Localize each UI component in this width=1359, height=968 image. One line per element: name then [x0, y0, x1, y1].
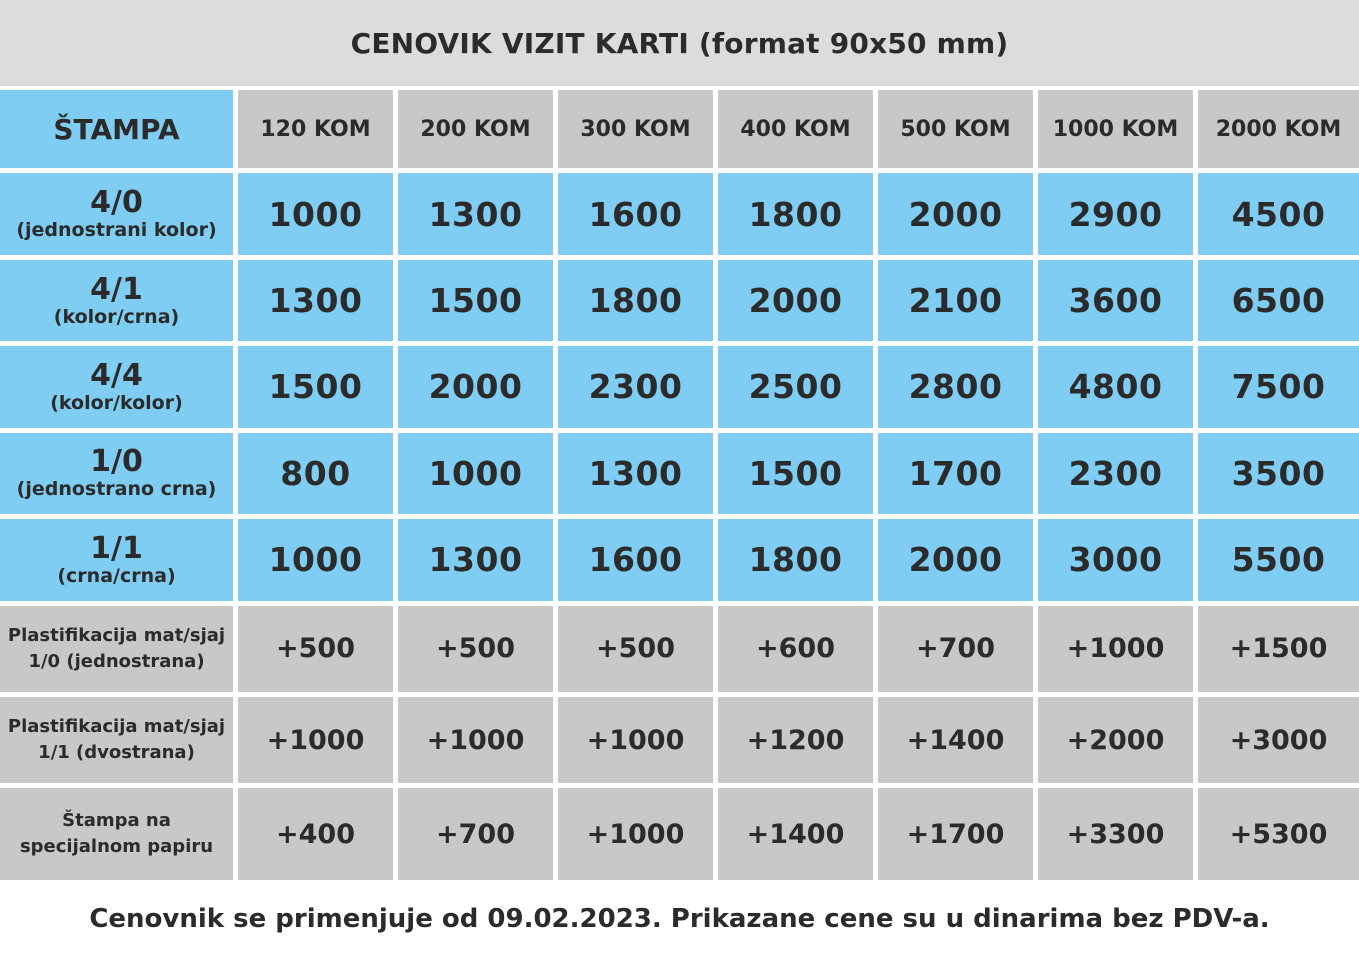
price-cell: 2300: [558, 346, 718, 432]
price-cell: 6500: [1198, 260, 1359, 346]
extra-price-cell: +1000: [1038, 606, 1198, 697]
price-row: [0, 519, 1359, 605]
extra-label-line: 1/1 (dvostrana): [38, 742, 195, 764]
price-row: [0, 346, 1359, 432]
price-cell: 1600: [558, 519, 718, 605]
extra-row: [0, 606, 1359, 697]
print-type-cell: [0, 260, 238, 346]
print-type-code: 4/4: [90, 357, 143, 393]
header-quantity: 2000 KOM: [1198, 86, 1359, 173]
print-type-code: 1/1: [90, 530, 143, 566]
price-cell: 2000: [878, 173, 1038, 259]
price-cell: 7500: [1198, 346, 1359, 432]
price-cell: 1300: [398, 173, 558, 259]
header-stampa: ŠTAMPA: [0, 86, 238, 173]
extra-row: [0, 788, 1359, 880]
extra-label-cell: [0, 697, 238, 788]
extra-price-cell: +1000: [398, 697, 558, 788]
price-cell: 1300: [558, 433, 718, 519]
print-type-cell: [0, 519, 238, 605]
price-cell: 3000: [1038, 519, 1198, 605]
price-row: [0, 173, 1359, 259]
price-cell: 1800: [558, 260, 718, 346]
extra-label-line: Plastifikacija mat/sjaj: [7, 624, 226, 646]
header-quantity: 120 KOM: [238, 86, 398, 173]
extra-price-cell: +1000: [558, 697, 718, 788]
price-cell: 1800: [718, 519, 878, 605]
extra-price-cell: +500: [398, 606, 558, 697]
price-cell: 2800: [878, 346, 1038, 432]
extra-price-cell: +1200: [718, 697, 878, 788]
extra-label-cell: [0, 606, 238, 697]
price-cell: 1600: [558, 173, 718, 259]
print-type-code: 1/0: [90, 444, 143, 480]
print-type-description: (crna/crna): [57, 564, 176, 587]
price-cell: 2000: [718, 260, 878, 346]
extra-price-cell: +1700: [878, 788, 1038, 880]
table-header-row: [0, 86, 1359, 173]
extra-price-cell: +400: [238, 788, 398, 880]
header-quantity: 200 KOM: [398, 86, 558, 173]
print-type-cell: [0, 346, 238, 432]
extra-label-cell: [0, 788, 238, 880]
print-type-code: 4/1: [90, 271, 143, 307]
price-cell: 1000: [398, 433, 558, 519]
price-cell: 1500: [718, 433, 878, 519]
extra-price-cell: +1000: [238, 697, 398, 788]
price-cell: 2000: [398, 346, 558, 432]
extra-label-line: Štampa na: [62, 810, 171, 832]
price-cell: 1000: [238, 519, 398, 605]
extra-price-cell: +2000: [1038, 697, 1198, 788]
price-cell: 2000: [878, 519, 1038, 605]
extra-label-line: Plastifikacija mat/sjaj: [7, 716, 226, 738]
extra-price-cell: +600: [718, 606, 878, 697]
extra-price-cell: +3000: [1198, 697, 1359, 788]
price-cell: 3600: [1038, 260, 1198, 346]
price-table: [0, 86, 1359, 880]
print-type-description: (kolor/kolor): [50, 391, 183, 414]
page-title: CENOVIK VIZIT KARTI (format 90x50 mm): [0, 0, 1359, 86]
extra-label-line: specijalnom papiru: [19, 836, 214, 858]
print-type-code: 4/0: [90, 185, 143, 221]
extra-price-cell: +500: [238, 606, 398, 697]
print-type-cell: [0, 173, 238, 259]
header-quantity: 400 KOM: [718, 86, 878, 173]
price-row: [0, 433, 1359, 519]
print-type-description: (jednostrano crna): [16, 478, 217, 501]
price-cell: 2900: [1038, 173, 1198, 259]
extra-price-cell: +700: [398, 788, 558, 880]
price-cell: 1000: [238, 173, 398, 259]
header-quantity: 500 KOM: [878, 86, 1038, 173]
extra-price-cell: +1400: [718, 788, 878, 880]
extra-price-cell: +700: [878, 606, 1038, 697]
price-cell: 2500: [718, 346, 878, 432]
footer-note: Cenovnik se primenjuje od 09.02.2023. Prikazane cene su u dinarima bez PDV-a.: [89, 904, 1270, 934]
price-cell: 4800: [1038, 346, 1198, 432]
price-cell: 1500: [398, 260, 558, 346]
price-cell: 3500: [1198, 433, 1359, 519]
extra-price-cell: +1000: [558, 788, 718, 880]
price-cell: 4500: [1198, 173, 1359, 259]
extra-label-line: 1/0 (jednostrana): [28, 650, 205, 672]
header-quantity: 1000 KOM: [1038, 86, 1198, 173]
print-type-cell: [0, 433, 238, 519]
print-type-description: (jednostrani kolor): [16, 219, 217, 242]
extra-row: [0, 697, 1359, 788]
extra-price-cell: +1500: [1198, 606, 1359, 697]
price-cell: 5500: [1198, 519, 1359, 605]
price-cell: 2100: [878, 260, 1038, 346]
price-cell: 1300: [238, 260, 398, 346]
price-cell: 2300: [1038, 433, 1198, 519]
price-row: [0, 260, 1359, 346]
price-cell: 1500: [238, 346, 398, 432]
extra-price-cell: +500: [558, 606, 718, 697]
extra-price-cell: +1400: [878, 697, 1038, 788]
header-quantity: 300 KOM: [558, 86, 718, 173]
price-cell: 800: [238, 433, 398, 519]
print-type-description: (kolor/crna): [53, 305, 180, 328]
extra-price-cell: +3300: [1038, 788, 1198, 880]
extra-price-cell: +5300: [1198, 788, 1359, 880]
price-cell: 1300: [398, 519, 558, 605]
price-cell: 1700: [878, 433, 1038, 519]
price-cell: 1800: [718, 173, 878, 259]
